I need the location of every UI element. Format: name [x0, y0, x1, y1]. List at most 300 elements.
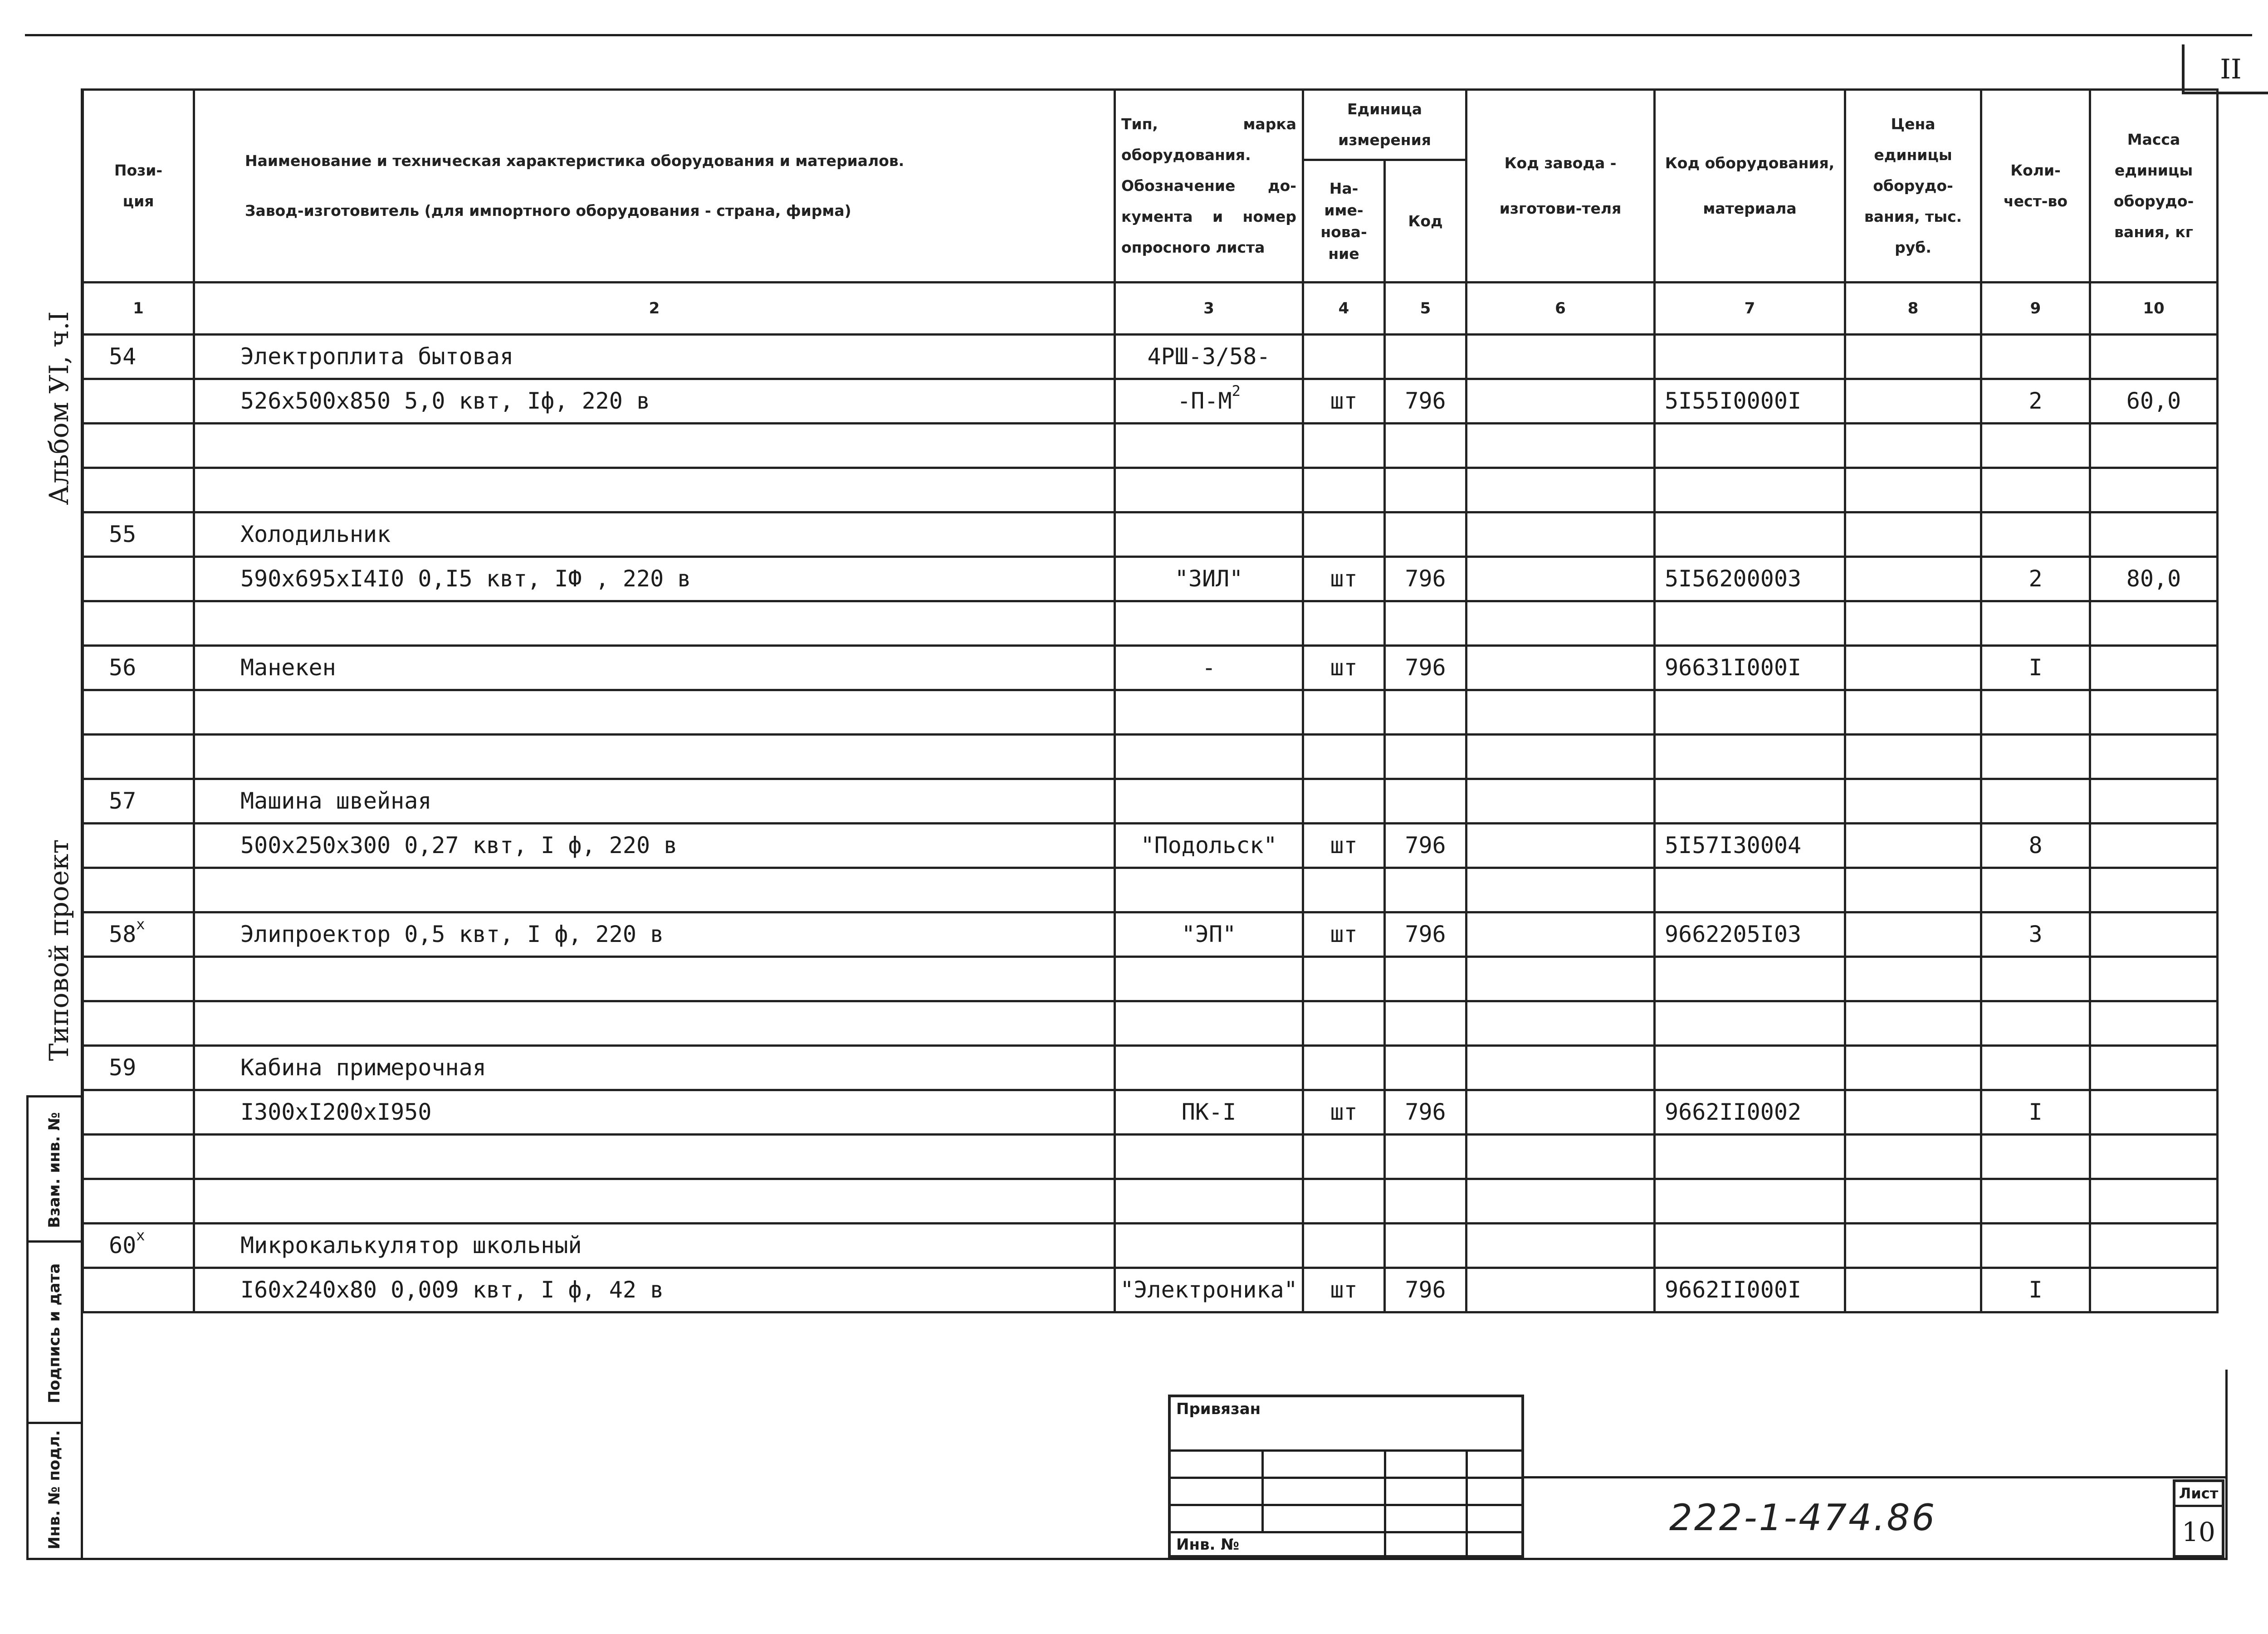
price-cell [1845, 912, 1981, 957]
unit-code-cell [1385, 912, 1466, 957]
name-cell [194, 1001, 1115, 1046]
name-cell [194, 468, 1115, 512]
name-cell-text: Электроплита бытовая [240, 343, 514, 370]
name-cell-text: Холодильник [240, 521, 391, 547]
type-cell [1115, 779, 1303, 824]
type-cell [1115, 824, 1303, 868]
stamp-grid-h3 [1171, 1504, 1521, 1506]
quantity-cell-text: 8 [2028, 832, 2043, 858]
unit-name-cell-text: шт [1330, 832, 1358, 858]
quantity-cell [1981, 1135, 2090, 1179]
type-cell [1115, 424, 1303, 468]
position-cell [83, 868, 194, 912]
price-cell [1845, 957, 1981, 1001]
price-cell [1845, 468, 1981, 512]
header-mass: Масса единицы оборудо-вания, кг [2090, 90, 2218, 283]
header-name-line1: Наименование и техническая характеристика оборудования и материалов. [245, 152, 904, 170]
position-cell [83, 779, 194, 824]
type-cell-text: "ЭП" [1181, 921, 1237, 947]
sheet-label: Лист [2175, 1482, 2222, 1507]
position-cell-text: 59 [109, 1054, 137, 1081]
type-cell [1115, 912, 1303, 957]
unit-name-cell [1303, 1001, 1385, 1046]
name-cell [194, 1224, 1115, 1268]
header-plant-code: Код завода - изготови-теля [1466, 90, 1655, 283]
plant-code-cell [1466, 424, 1655, 468]
quantity-cell [1981, 1179, 2090, 1224]
equipment-code-cell-text: 9662II000I [1665, 1277, 1802, 1303]
position-cell [83, 1268, 194, 1312]
quantity-cell-text: I [2028, 1099, 2043, 1125]
unit-name-cell-text: шт [1330, 1099, 1358, 1125]
type-cell [1115, 868, 1303, 912]
quantity-cell [1981, 557, 2090, 601]
type-cell [1115, 1268, 1303, 1312]
name-cell-text: Микрокалькулятор школьный [240, 1232, 582, 1258]
table-row [83, 1179, 2218, 1224]
position-cell [83, 957, 194, 1001]
price-cell [1845, 379, 1981, 424]
position-cell [83, 1046, 194, 1090]
column-number-row [83, 283, 2218, 335]
mass-cell [2090, 735, 2218, 779]
price-cell [1845, 335, 1981, 379]
type-cell [1115, 1046, 1303, 1090]
equipment-code-cell [1655, 1179, 1845, 1224]
quantity-cell [1981, 912, 2090, 957]
top-rule [25, 34, 2252, 36]
table-row [83, 379, 2218, 424]
table-row [83, 735, 2218, 779]
mass-cell-text: 60,0 [2126, 388, 2181, 414]
position-marker: x [136, 1227, 145, 1244]
header-position: Пози-ция [83, 90, 194, 283]
unit-name-cell [1303, 735, 1385, 779]
specification-table [82, 88, 2219, 1313]
header-name [194, 90, 1115, 283]
type-cell [1115, 1090, 1303, 1135]
position-cell [83, 424, 194, 468]
equipment-code-cell [1655, 512, 1845, 557]
column-number: 5 [1385, 283, 1466, 335]
equipment-code-cell [1655, 468, 1845, 512]
position-marker: x [136, 916, 145, 933]
type-cell [1115, 1001, 1303, 1046]
stamp-grid-v2 [1384, 1449, 1386, 1558]
type-cell [1115, 557, 1303, 601]
margin-line-outer [26, 1095, 29, 1560]
price-cell [1845, 1090, 1981, 1135]
unit-code-cell-text: 796 [1405, 566, 1446, 592]
column-number: 8 [1845, 283, 1981, 335]
plant-code-cell [1466, 912, 1655, 957]
quantity-cell [1981, 601, 2090, 646]
margin-divider-2 [26, 1240, 83, 1243]
mass-cell [2090, 1224, 2218, 1268]
plant-code-cell [1466, 646, 1655, 690]
name-cell-text: Элипроектор 0,5 квт, I ф, 220 в [240, 921, 664, 947]
unit-name-cell [1303, 379, 1385, 424]
mass-cell [2090, 1268, 2218, 1312]
quantity-cell [1981, 957, 2090, 1001]
table-row [83, 779, 2218, 824]
position-cell [83, 646, 194, 690]
vzam-inv-label: Взам. инв. № [45, 1112, 64, 1228]
unit-code-cell [1385, 646, 1466, 690]
position-cell-text: 58 [109, 921, 137, 947]
document-code: 222-1-474.86 [1669, 1497, 1937, 1539]
unit-code-cell [1385, 779, 1466, 824]
position-cell [83, 1179, 194, 1224]
mass-cell [2090, 690, 2218, 735]
header-quantity: Коли-чест-во [1981, 90, 2090, 283]
mass-cell [2090, 646, 2218, 690]
equipment-code-cell [1655, 1090, 1845, 1135]
unit-code-cell [1385, 1046, 1466, 1090]
name-cell [194, 1046, 1115, 1090]
margin-divider-1 [26, 1095, 83, 1097]
quantity-cell [1981, 379, 2090, 424]
name-cell [194, 779, 1115, 824]
quantity-cell-text: I [2028, 1277, 2043, 1303]
column-number: 3 [1115, 283, 1303, 335]
name-cell [194, 646, 1115, 690]
price-cell [1845, 1268, 1981, 1312]
mass-cell [2090, 824, 2218, 868]
equipment-code-cell [1655, 912, 1845, 957]
type-superscript: 2 [1232, 382, 1241, 400]
header-equip-code: Код оборудования, материала [1655, 90, 1845, 283]
type-cell [1115, 379, 1303, 424]
unit-code-cell [1385, 1090, 1466, 1135]
column-number: 4 [1303, 283, 1385, 335]
table-row [83, 557, 2218, 601]
name-cell [194, 1179, 1115, 1224]
mass-cell [2090, 912, 2218, 957]
equipment-code-cell [1655, 868, 1845, 912]
header-unit-group: Единица измерения [1303, 90, 1466, 160]
price-cell [1845, 557, 1981, 601]
unit-code-cell-text: 796 [1405, 388, 1446, 414]
name-cell [194, 735, 1115, 779]
unit-code-cell-text: 796 [1405, 1099, 1446, 1125]
unit-name-cell [1303, 912, 1385, 957]
price-cell [1845, 690, 1981, 735]
mass-cell [2090, 512, 2218, 557]
table-row [83, 468, 2218, 512]
equipment-code-cell [1655, 957, 1845, 1001]
quantity-cell [1981, 512, 2090, 557]
unit-name-cell-text: шт [1330, 388, 1358, 414]
plant-code-cell [1466, 335, 1655, 379]
equipment-code-cell [1655, 646, 1845, 690]
position-cell [83, 1090, 194, 1135]
unit-code-cell-text: 796 [1405, 1277, 1446, 1303]
plant-code-cell [1466, 557, 1655, 601]
quantity-cell [1981, 1090, 2090, 1135]
mass-cell [2090, 335, 2218, 379]
price-cell [1845, 1179, 1981, 1224]
unit-code-cell [1385, 1268, 1466, 1312]
unit-code-cell [1385, 1224, 1466, 1268]
unit-name-cell [1303, 779, 1385, 824]
name-cell-text: 590x695xI4I0 0,I5 квт, IФ , 220 в [240, 566, 691, 592]
stamp-grid-h4 [1171, 1531, 1521, 1533]
unit-name-cell [1303, 335, 1385, 379]
name-cell [194, 957, 1115, 1001]
project-label: Типовой проект [44, 839, 74, 1061]
plant-code-cell [1466, 1135, 1655, 1179]
unit-name-cell [1303, 868, 1385, 912]
type-cell [1115, 646, 1303, 690]
column-number: 7 [1655, 283, 1845, 335]
plant-code-cell [1466, 1179, 1655, 1224]
unit-name-cell [1303, 424, 1385, 468]
equipment-code-cell [1655, 379, 1845, 424]
table-row [83, 512, 2218, 557]
quantity-cell [1981, 468, 2090, 512]
name-cell-text: 500x250x300 0,27 квт, I ф, 220 в [240, 832, 678, 858]
type-cell [1115, 601, 1303, 646]
mass-cell-text: 80,0 [2126, 566, 2181, 592]
header-name-line2: Завод-изготовитель (для импортного оборудования - страна, фирма) [245, 202, 851, 219]
unit-name-cell [1303, 468, 1385, 512]
mass-cell [2090, 1090, 2218, 1135]
equipment-code-cell [1655, 779, 1845, 824]
mass-cell [2090, 601, 2218, 646]
mass-cell [2090, 1046, 2218, 1090]
table-row [83, 957, 2218, 1001]
inv-number-label: Инв. № [1176, 1536, 1240, 1554]
type-cell-text: - [1202, 654, 1216, 681]
unit-code-cell-text: 796 [1405, 921, 1446, 947]
plant-code-cell [1466, 1268, 1655, 1312]
name-cell [194, 557, 1115, 601]
unit-name-cell [1303, 646, 1385, 690]
table-row [83, 912, 2218, 957]
type-cell-text: -П-М [1177, 388, 1232, 414]
price-cell [1845, 424, 1981, 468]
unit-code-cell [1385, 335, 1466, 379]
position-cell [83, 468, 194, 512]
price-cell [1845, 1135, 1981, 1179]
equipment-code-cell-text: 5I57I30004 [1665, 832, 1802, 858]
name-cell-text: I60x240x80 0,009 квт, I ф, 42 в [240, 1277, 664, 1303]
equipment-code-cell [1655, 1135, 1845, 1179]
unit-name-cell [1303, 1090, 1385, 1135]
position-cell [83, 557, 194, 601]
price-cell [1845, 735, 1981, 779]
plant-code-cell [1466, 868, 1655, 912]
table-row [83, 1224, 2218, 1268]
equipment-code-cell [1655, 424, 1845, 468]
unit-code-cell [1385, 868, 1466, 912]
table-row [83, 646, 2218, 690]
mass-cell [2090, 1179, 2218, 1224]
name-cell [194, 1268, 1115, 1312]
table-row [83, 1135, 2218, 1179]
name-cell-text: I300xI200xI950 [240, 1099, 432, 1125]
unit-code-cell [1385, 735, 1466, 779]
unit-code-cell [1385, 379, 1466, 424]
bound-stamp [1168, 1395, 1524, 1558]
unit-code-cell [1385, 601, 1466, 646]
mass-cell [2090, 424, 2218, 468]
position-cell [83, 1135, 194, 1179]
stamp-top-line [1524, 1476, 2228, 1478]
quantity-cell [1981, 424, 2090, 468]
unit-name-cell [1303, 1046, 1385, 1090]
mass-cell [2090, 1001, 2218, 1046]
quantity-cell [1981, 1268, 2090, 1312]
quantity-cell [1981, 335, 2090, 379]
plant-code-cell [1466, 1090, 1655, 1135]
plant-code-cell [1466, 735, 1655, 779]
table-row [83, 601, 2218, 646]
equipment-code-cell-text: 5I56200003 [1665, 566, 1802, 592]
plant-code-cell [1466, 1046, 1655, 1090]
page-number: II [2182, 44, 2268, 94]
unit-name-cell [1303, 512, 1385, 557]
name-cell [194, 1090, 1115, 1135]
sheet-number: 10 [2182, 1517, 2215, 1547]
type-cell-text: "Электроника" [1120, 1277, 1298, 1303]
price-cell [1845, 512, 1981, 557]
equipment-code-cell [1655, 557, 1845, 601]
position-cell-text: 60 [109, 1232, 137, 1258]
unit-code-cell [1385, 557, 1466, 601]
plant-code-cell [1466, 468, 1655, 512]
quantity-cell-text: 2 [2028, 566, 2043, 592]
position-cell [83, 912, 194, 957]
column-number: 9 [1981, 283, 2090, 335]
equipment-code-cell-text: 96631I000I [1665, 654, 1802, 681]
equipment-code-cell [1655, 735, 1845, 779]
table-row [83, 1001, 2218, 1046]
plant-code-cell [1466, 690, 1655, 735]
table-row [83, 1268, 2218, 1312]
position-cell [83, 335, 194, 379]
position-cell-text: 57 [109, 788, 137, 814]
unit-name-cell [1303, 1135, 1385, 1179]
table-row [83, 424, 2218, 468]
equipment-code-cell [1655, 690, 1845, 735]
type-cell [1115, 1135, 1303, 1179]
price-cell [1845, 1046, 1981, 1090]
position-cell-text: 55 [109, 521, 137, 547]
quantity-cell [1981, 646, 2090, 690]
type-cell [1115, 735, 1303, 779]
quantity-cell [1981, 1046, 2090, 1090]
unit-name-cell [1303, 690, 1385, 735]
equipment-code-cell-text: 9662II0002 [1665, 1099, 1802, 1125]
table-row [83, 824, 2218, 868]
unit-name-cell-text: шт [1330, 566, 1358, 592]
type-cell [1115, 468, 1303, 512]
name-cell-text: 526x500x850 5,0 квт, Iф, 220 в [240, 388, 650, 414]
position-cell [83, 824, 194, 868]
plant-code-cell [1466, 957, 1655, 1001]
table-row [83, 1090, 2218, 1135]
unit-name-cell-text: шт [1330, 654, 1358, 681]
price-cell [1845, 824, 1981, 868]
mass-cell [2090, 379, 2218, 424]
stamp-grid-h1 [1171, 1449, 1521, 1452]
album-label: Альбом УI, ч.I [44, 311, 74, 505]
name-cell [194, 868, 1115, 912]
equipment-code-cell-text: 5I55I0000I [1665, 388, 1802, 414]
unit-name-cell [1303, 557, 1385, 601]
position-cell [83, 1001, 194, 1046]
mass-cell [2090, 868, 2218, 912]
column-number: 2 [194, 283, 1115, 335]
type-cell [1115, 957, 1303, 1001]
unit-name-cell [1303, 957, 1385, 1001]
type-cell [1115, 335, 1303, 379]
quantity-cell [1981, 1224, 2090, 1268]
plant-code-cell [1466, 824, 1655, 868]
unit-code-cell [1385, 1179, 1466, 1224]
name-cell [194, 512, 1115, 557]
plant-code-cell [1466, 512, 1655, 557]
bound-label: Привязан [1176, 1400, 1261, 1418]
unit-code-cell [1385, 1135, 1466, 1179]
position-cell [83, 601, 194, 646]
name-cell [194, 690, 1115, 735]
quantity-cell [1981, 690, 2090, 735]
position-cell [83, 379, 194, 424]
name-cell [194, 1135, 1115, 1179]
type-cell [1115, 1224, 1303, 1268]
quantity-cell-text: I [2028, 654, 2043, 681]
frame-bottom-line [82, 1558, 2228, 1560]
equipment-code-cell [1655, 824, 1845, 868]
column-number: 6 [1466, 283, 1655, 335]
mass-cell [2090, 1135, 2218, 1179]
quantity-cell [1981, 735, 2090, 779]
table-row [83, 335, 2218, 379]
header-price: Цена единицы оборудо-вания, тыс. руб. [1845, 90, 1981, 283]
price-cell [1845, 1001, 1981, 1046]
unit-code-cell [1385, 424, 1466, 468]
price-cell [1845, 601, 1981, 646]
table-row [83, 1046, 2218, 1090]
type-cell [1115, 512, 1303, 557]
equipment-code-cell [1655, 601, 1845, 646]
equipment-code-cell [1655, 1046, 1845, 1090]
unit-name-cell [1303, 1268, 1385, 1312]
mass-cell [2090, 468, 2218, 512]
position-cell [83, 690, 194, 735]
equipment-code-cell [1655, 335, 1845, 379]
position-cell [83, 735, 194, 779]
type-cell [1115, 1179, 1303, 1224]
type-cell-text: 4РШ-3/58- [1147, 343, 1271, 370]
unit-name-cell-text: шт [1330, 921, 1358, 947]
name-cell-text: Машина швейная [240, 788, 432, 814]
header-unit-name: На-име-нова-ние [1303, 160, 1385, 283]
unit-name-cell [1303, 1179, 1385, 1224]
name-cell-text: Кабина примерочная [240, 1054, 486, 1081]
name-cell [194, 824, 1115, 868]
name-cell [194, 424, 1115, 468]
unit-code-cell [1385, 468, 1466, 512]
name-cell-text: Манекен [240, 654, 336, 681]
price-cell [1845, 779, 1981, 824]
unit-name-cell [1303, 824, 1385, 868]
name-cell [194, 912, 1115, 957]
plant-code-cell [1466, 1224, 1655, 1268]
